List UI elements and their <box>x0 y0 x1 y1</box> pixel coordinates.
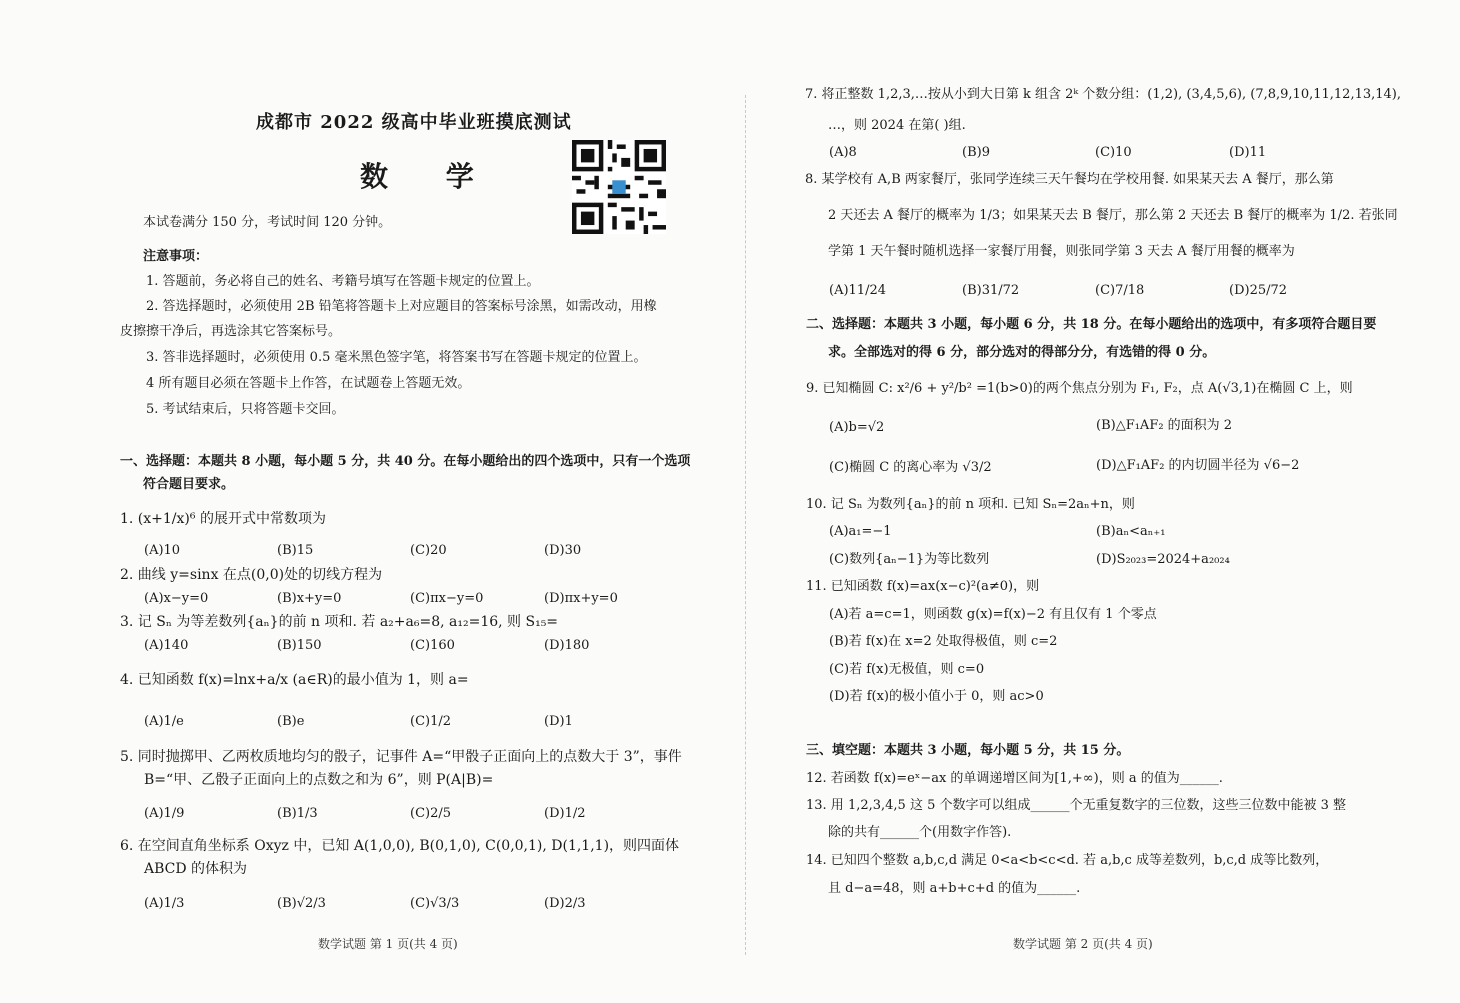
note-item: 1. 答题前，务必将自己的姓名、考籍号填写在答题卡规定的位置上。 <box>146 274 540 289</box>
question-8-stem-cont2: 学第 1 天午餐时随机选择一家餐厅用餐，则张同学第 3 天去 A 餐厅用餐的概率为 <box>828 244 1295 259</box>
option: (C)10 <box>1095 145 1132 160</box>
option: (C)√3/3 <box>410 896 460 911</box>
option: (B)△F₁AF₂ 的面积为 2 <box>1096 418 1233 433</box>
notes-heading: 注意事项： <box>143 249 209 264</box>
note-item: 3. 答非选择题时，必须使用 0.5 毫米黑色签字笔，将答案书写在答题卡规定的位置上。 <box>146 350 647 365</box>
exam-intro: 本试卷满分 150 分，考试时间 120 分钟。 <box>143 215 392 230</box>
option: (D)2/3 <box>544 896 586 911</box>
question-11-stem: 11. 已知函数 f(x)=ax(x−c)²(a≠0)，则 <box>806 579 1040 594</box>
option: (C)2/5 <box>410 806 452 821</box>
option: (B)aₙ<aₙ₊₁ <box>1096 524 1166 539</box>
option: (B)e <box>277 714 305 729</box>
question-8-stem-cont: 2 天还去 A 餐厅的概率为 1/3；如果某天去 B 餐厅，那么第 2 天还去 B 餐厅的概率为 1/2. 若张同 <box>828 208 1398 223</box>
option: (D)πx+y=0 <box>544 591 618 606</box>
question-12-stem: 12. 若函数 f(x)=eˣ−ax 的单调递增区间为[1,+∞)，则 a 的值为______. <box>806 771 1223 786</box>
option: (C)数列{aₙ−1}为等比数列 <box>829 552 990 567</box>
question-9-stem: 9. 已知椭圆 C: x²/6 + y²/b² =1(b>0)的两个焦点分别为 F₁, F₂，点 A(√3,1)在椭圆 C 上，则 <box>806 381 1353 396</box>
question-4-stem: 4. 已知函数 f(x)=lnx+a/x (a∈R)的最小值为 1，则 a= <box>120 672 469 688</box>
section2-heading-cont: 求。全部选对的得 6 分，部分选对的得部分分，有选错的得 0 分。 <box>828 345 1216 360</box>
option: (C)20 <box>410 543 447 558</box>
option: (A)10 <box>144 543 181 558</box>
option: (D)30 <box>544 543 582 558</box>
note-item: 4 所有题目必须在答题卡上作答，在试题卷上答题无效。 <box>146 376 471 391</box>
option: (B)若 f(x)在 x=2 处取得极值，则 c=2 <box>829 634 1058 649</box>
question-5-stem-cont: B=“甲、乙骰子正面向上的点数之和为 6”，则 P(A|B)= <box>144 772 494 788</box>
question-7-stem: 7. 将正整数 1,2,3,…按从小到大日第 k 组含 2ᵏ 个数分组：(1,2), (3,4,5,6), (7,8,9,10,11,12,13,14), <box>805 87 1401 102</box>
note-item: 5. 考试结束后，只将答题卡交回。 <box>146 402 345 417</box>
option: (A)若 a=c=1，则函数 g(x)=f(x)−2 有且仅有 1 个零点 <box>829 607 1157 622</box>
option: (A)140 <box>144 638 189 653</box>
question-1-stem: 1. (x+1/x)⁶ 的展开式中常数项为 <box>120 511 326 527</box>
page-divider <box>745 95 746 955</box>
option: (C)若 f(x)无极值，则 c=0 <box>829 662 985 677</box>
option: (B)1/3 <box>277 806 318 821</box>
question-14-stem-cont: 且 d−a=48，则 a+b+c+d 的值为______. <box>828 881 1081 896</box>
option: (A)1/e <box>144 714 184 729</box>
option: (B)x+y=0 <box>277 591 342 606</box>
question-10-stem: 10. 记 Sₙ 为数列{aₙ}的前 n 项和. 已知 Sₙ=2aₙ+n，则 <box>806 497 1135 512</box>
option: (B)15 <box>277 543 314 558</box>
option: (C)椭圆 C 的离心率为 √3/2 <box>829 460 992 475</box>
option: (A)b=√2 <box>829 420 885 435</box>
question-6-stem-cont: ABCD 的体积为 <box>144 861 248 877</box>
option: (A)x−y=0 <box>144 591 209 606</box>
option: (B)150 <box>277 638 322 653</box>
option: (C)160 <box>410 638 455 653</box>
option: (B)31/72 <box>962 283 1020 298</box>
question-3-stem: 3. 记 Sₙ 为等差数列{aₙ}的前 n 项和. 若 a₂+a₆=8, a₁₂=16, 则 S₁₅= <box>120 614 559 630</box>
option: (D)S₂₀₂₃=2024+a₂₀₂₄ <box>1096 552 1230 567</box>
exam-title: 成都市 2022 级高中毕业班摸底测试 <box>256 112 572 133</box>
option: (D)180 <box>544 638 590 653</box>
footer-right: 数学试题 第 2 页(共 4 页) <box>1013 937 1153 951</box>
option: (A)1/9 <box>144 806 185 821</box>
option: (B)9 <box>962 145 990 160</box>
note-item: 皮擦擦干净后，再选涂其它答案标号。 <box>120 324 342 339</box>
option: (D)△F₁AF₂ 的内切圆半径为 √6−2 <box>1096 458 1300 473</box>
question-13-stem: 13. 用 1,2,3,4,5 这 5 个数字可以组成______个无重复数字的三位数，这些三位数中能被 3 整 <box>806 798 1347 813</box>
option: (A)1/3 <box>144 896 185 911</box>
option: (D)25/72 <box>1229 283 1288 298</box>
option: (A)a₁=−1 <box>829 524 892 539</box>
question-14-stem: 14. 已知四个整数 a,b,c,d 满足 0<a<b<c<d. 若 a,b,c 成等差数列，b,c,d 成等比数列， <box>806 853 1329 868</box>
section2-heading: 二、选择题：本题共 3 小题，每小题 6 分，共 18 分。在每小题给出的选项中，有多项符合题目要 <box>806 317 1377 332</box>
option: (B)√2/3 <box>277 896 326 911</box>
question-8-stem: 8. 某学校有 A,B 两家餐厅，张同学连续三天午餐均在学校用餐. 如果某天去 A 餐厅，那么第 <box>805 172 1334 187</box>
question-2-stem: 2. 曲线 y=sinx 在点(0,0)处的切线方程为 <box>120 567 383 583</box>
option: (C)πx−y=0 <box>410 591 484 606</box>
section1-heading: 一、选择题：本题共 8 小题，每小题 5 分，共 40 分。在每小题给出的四个选项中，只有一个选项 <box>120 454 691 469</box>
footer-left: 数学试题 第 1 页(共 4 页) <box>318 937 458 951</box>
question-5-stem: 5. 同时抛掷甲、乙两枚质地均匀的骰子，记事件 A=“甲骰子正面向上的点数大于 3”，事件 <box>120 749 682 765</box>
qr-code-icon <box>572 140 666 234</box>
question-7-stem-cont: …，则 2024 在第( )组. <box>828 118 966 133</box>
option: (D)11 <box>1229 145 1267 160</box>
option: (A)11/24 <box>829 283 886 298</box>
option: (C)1/2 <box>410 714 452 729</box>
note-item: 2. 答选择题时，必须使用 2B 铅笔将答题卡上对应题目的答案标号涂黑，如需改动，用橡 <box>146 299 657 314</box>
question-6-stem: 6. 在空间直角坐标系 Oxyz 中，已知 A(1,0,0), B(0,1,0), C(0,0,1), D(1,1,1)，则四面体 <box>120 838 680 854</box>
subject-title: 数 学 <box>360 160 498 193</box>
option: (C)7/18 <box>1095 283 1145 298</box>
option: (A)8 <box>829 145 857 160</box>
section1-heading-cont: 符合题目要求。 <box>143 477 235 492</box>
option: (D)1 <box>544 714 573 729</box>
section3-heading: 三、填空题：本题共 3 小题，每小题 5 分，共 15 分。 <box>806 743 1130 758</box>
option: (D)若 f(x)的极小值小于 0，则 ac>0 <box>829 689 1044 704</box>
option: (D)1/2 <box>544 806 586 821</box>
question-13-stem-cont: 除的共有______个(用数字作答). <box>828 825 1012 840</box>
